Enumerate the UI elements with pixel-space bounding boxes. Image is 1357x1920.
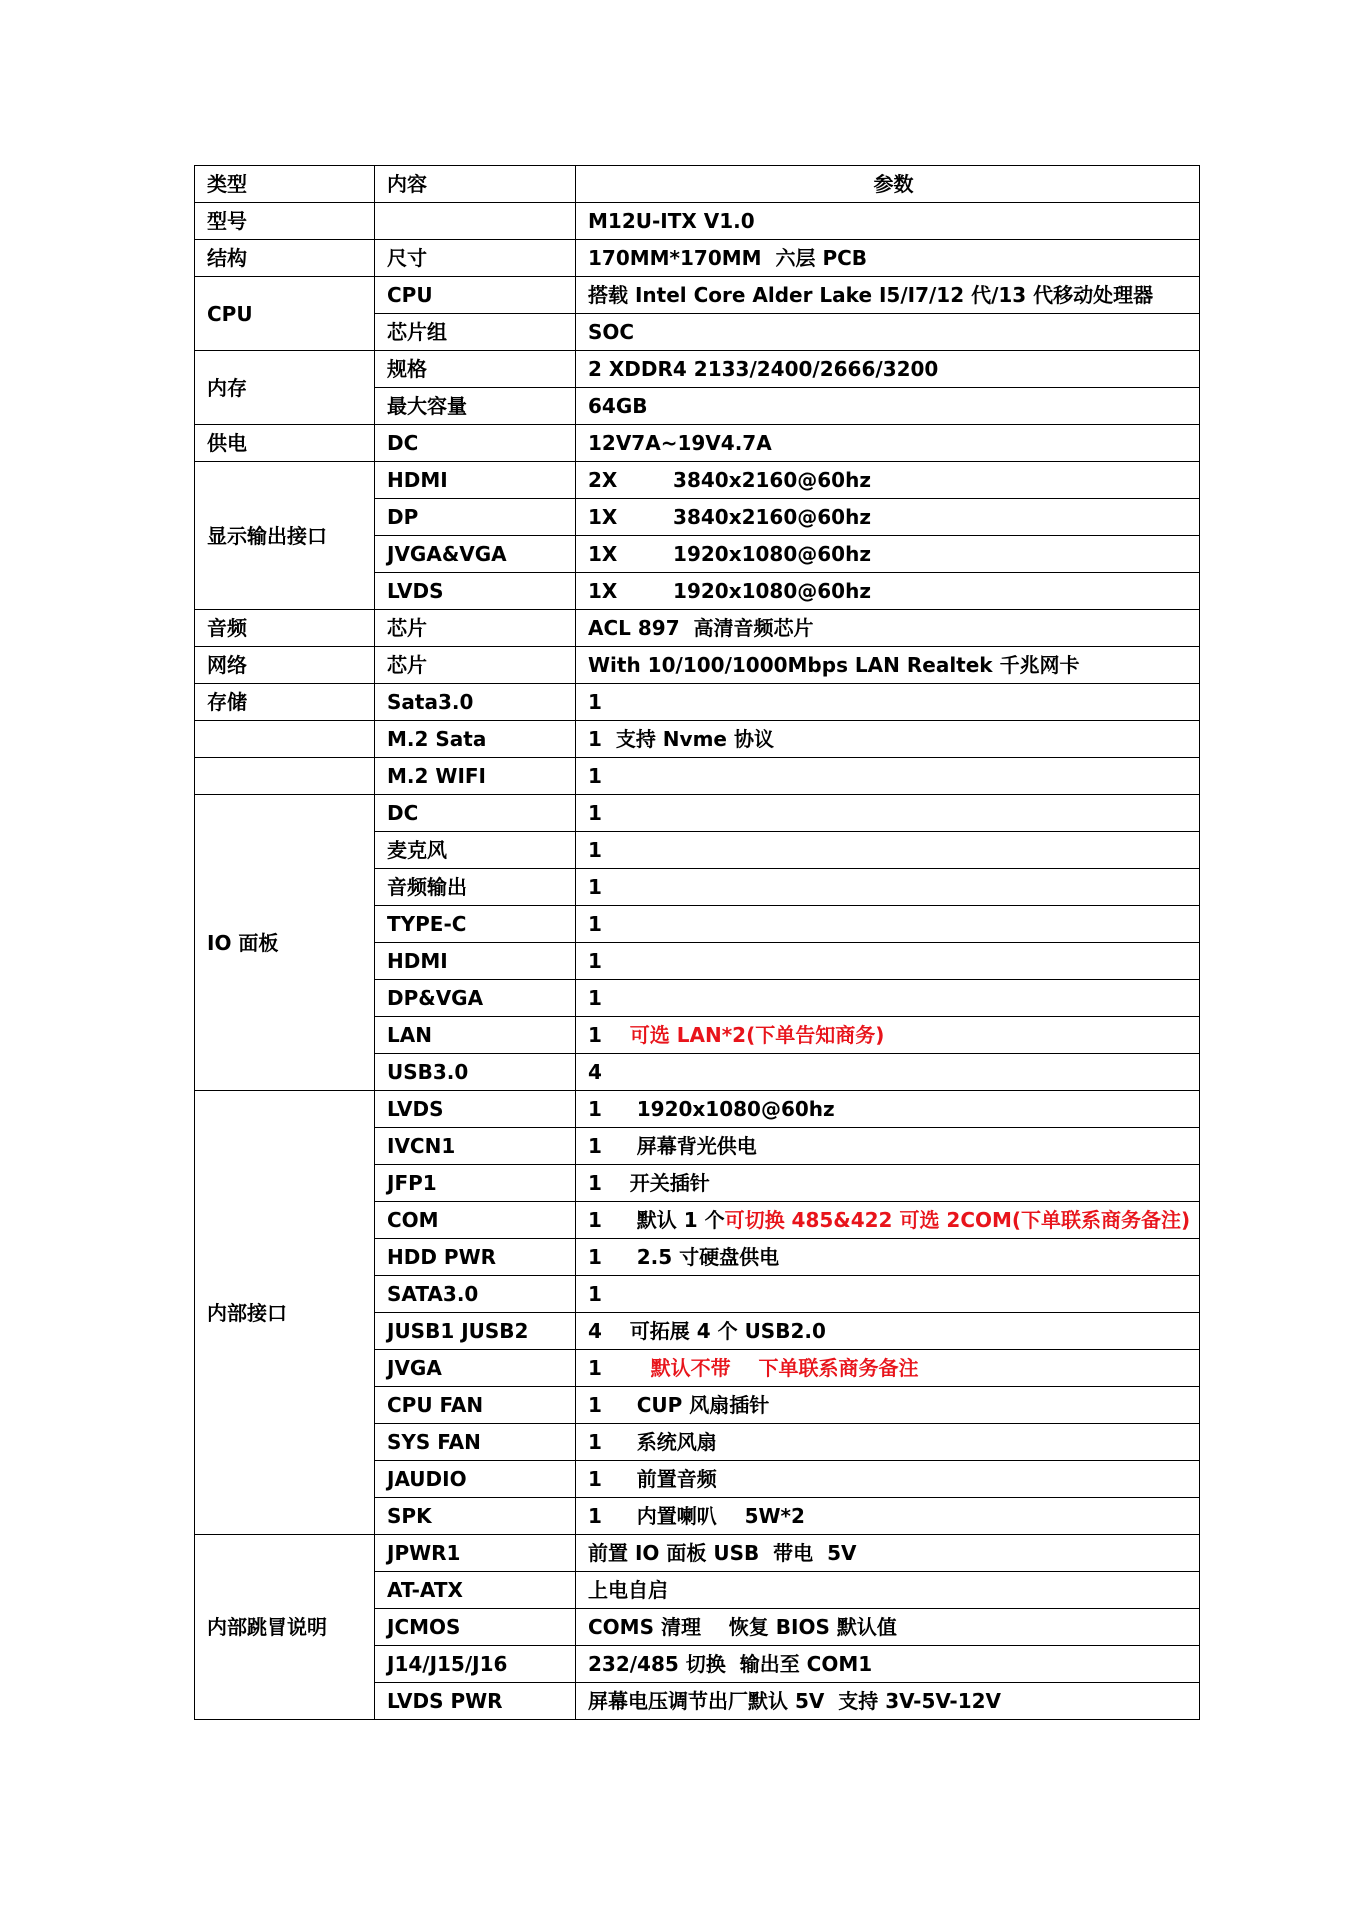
value-cell: 屏幕电压调节出厂默认 5V 支持 3V-5V-12V: [576, 1683, 1200, 1720]
item-cell: JUSB1 JUSB2: [375, 1313, 576, 1350]
table-row: [195, 277, 1200, 314]
header-params: 参数: [576, 166, 1200, 203]
group-cell: CPU: [195, 277, 375, 351]
value-cell: [576, 1202, 1200, 1239]
group-cell: 音频: [195, 610, 375, 647]
item-cell: 芯片组: [375, 314, 576, 351]
value-cell: [576, 1350, 1200, 1387]
item-cell: HDMI: [375, 943, 576, 980]
group-cell: 内存: [195, 351, 375, 425]
group-cell: 内部接口: [195, 1091, 375, 1535]
item-cell: HDMI: [375, 462, 576, 499]
value-cell: 1: [576, 869, 1200, 906]
item-cell: SYS FAN: [375, 1424, 576, 1461]
item-cell: AT-ATX: [375, 1572, 576, 1609]
group-cell: 内部跳冒说明: [195, 1535, 375, 1720]
item-cell: 芯片: [375, 647, 576, 684]
item-cell: DP: [375, 499, 576, 536]
value-cell: 1: [576, 832, 1200, 869]
value-cell: 1: [576, 906, 1200, 943]
value-cell: 1X 1920x1080@60hz: [576, 536, 1200, 573]
value-cell: 搭载 Intel Core Alder Lake I5/I7/12 代/13 代移动处理器: [576, 277, 1200, 314]
item-cell: HDD PWR: [375, 1239, 576, 1276]
table-row: [195, 351, 1200, 388]
group-cell: 供电: [195, 425, 375, 462]
item-cell: JVGA: [375, 1350, 576, 1387]
item-cell: LAN: [375, 1017, 576, 1054]
group-cell: 型号: [195, 203, 375, 240]
table-row: [195, 610, 1200, 647]
value-cell: 4 可拓展 4 个 USB2.0: [576, 1313, 1200, 1350]
item-cell: LVDS PWR: [375, 1683, 576, 1720]
item-cell: COM: [375, 1202, 576, 1239]
group-cell: [195, 758, 375, 795]
item-cell: DP&VGA: [375, 980, 576, 1017]
item-cell: LVDS: [375, 573, 576, 610]
group-cell: 存储: [195, 684, 375, 721]
value-cell: 1: [576, 943, 1200, 980]
value-cell: 1: [576, 758, 1200, 795]
value-cell: 1 CUP 风扇插针: [576, 1387, 1200, 1424]
table-row: [195, 462, 1200, 499]
value-cell: 1 2.5 寸硬盘供电: [576, 1239, 1200, 1276]
table-row: [195, 795, 1200, 832]
header-type: 类型: [195, 166, 375, 203]
item-cell: SPK: [375, 1498, 576, 1535]
group-cell: 网络: [195, 647, 375, 684]
header-content: 内容: [375, 166, 576, 203]
value-text: 1 默认 1 个: [588, 1208, 725, 1232]
value-cell: 上电自启: [576, 1572, 1200, 1609]
item-cell: JAUDIO: [375, 1461, 576, 1498]
value-cell: 1 内置喇叭 5W*2: [576, 1498, 1200, 1535]
item-cell: DC: [375, 425, 576, 462]
value-cell: 1: [576, 1276, 1200, 1313]
value-cell: 4: [576, 1054, 1200, 1091]
value-cell: With 10/100/1000Mbps LAN Realtek 千兆网卡: [576, 647, 1200, 684]
value-cell: 1 前置音频: [576, 1461, 1200, 1498]
value-cell: 1X 3840x2160@60hz: [576, 499, 1200, 536]
value-cell: M12U-ITX V1.0: [576, 203, 1200, 240]
item-cell: SATA3.0: [375, 1276, 576, 1313]
table-row: [195, 240, 1200, 277]
item-cell: LVDS: [375, 1091, 576, 1128]
item-cell: J14/J15/J16: [375, 1646, 576, 1683]
group-cell: 显示输出接口: [195, 462, 375, 610]
value-cell: 1: [576, 684, 1200, 721]
table-row: [195, 721, 1200, 758]
value-cell: 1 支持 Nvme 协议: [576, 721, 1200, 758]
item-cell: DC: [375, 795, 576, 832]
item-cell: JFP1: [375, 1165, 576, 1202]
item-cell: [375, 203, 576, 240]
value-cell: 1: [576, 795, 1200, 832]
item-cell: M.2 WIFI: [375, 758, 576, 795]
item-cell: IVCN1: [375, 1128, 576, 1165]
item-cell: 麦克风: [375, 832, 576, 869]
table-row: [195, 684, 1200, 721]
highlight-note: 可切换 485&422 可选 2COM(下单联系商务备注): [724, 1208, 1191, 1232]
value-cell: 12V7A~19V4.7A: [576, 425, 1200, 462]
value-cell: 232/485 切换 输出至 COM1: [576, 1646, 1200, 1683]
item-cell: JCMOS: [375, 1609, 576, 1646]
table-row: [195, 203, 1200, 240]
value-cell: [576, 1017, 1200, 1054]
group-cell: 结构: [195, 240, 375, 277]
value-cell: 1 屏幕背光供电: [576, 1128, 1200, 1165]
table-row: [195, 647, 1200, 684]
header-row: [195, 166, 1200, 203]
item-cell: 最大容量: [375, 388, 576, 425]
value-cell: ACL 897 高清音频芯片: [576, 610, 1200, 647]
item-cell: TYPE-C: [375, 906, 576, 943]
item-cell: 规格: [375, 351, 576, 388]
value-cell: 2X 3840x2160@60hz: [576, 462, 1200, 499]
item-cell: JVGA&VGA: [375, 536, 576, 573]
group-cell: IO 面板: [195, 795, 375, 1091]
value-cell: 64GB: [576, 388, 1200, 425]
value-cell: 2 XDDR4 2133/2400/2666/3200: [576, 351, 1200, 388]
value-text: 1: [588, 1356, 651, 1380]
highlight-note: 默认不带 下单联系商务备注: [650, 1356, 919, 1380]
value-cell: 1 1920x1080@60hz: [576, 1091, 1200, 1128]
value-cell: 1: [576, 980, 1200, 1017]
item-cell: 尺寸: [375, 240, 576, 277]
table-row: [195, 1535, 1200, 1572]
item-cell: M.2 Sata: [375, 721, 576, 758]
value-cell: 前置 IO 面板 USB 带电 5V: [576, 1535, 1200, 1572]
value-cell: COMS 清理 恢复 BIOS 默认值: [576, 1609, 1200, 1646]
value-cell: SOC: [576, 314, 1200, 351]
table-row: [195, 1091, 1200, 1128]
spec-table: [194, 165, 1200, 1720]
value-text: 1: [588, 1023, 630, 1047]
group-cell: [195, 721, 375, 758]
highlight-note: 可选 LAN*2(下单告知商务): [629, 1023, 885, 1047]
item-cell: CPU: [375, 277, 576, 314]
item-cell: 音频输出: [375, 869, 576, 906]
item-cell: Sata3.0: [375, 684, 576, 721]
table-row: [195, 758, 1200, 795]
value-cell: 1 系统风扇: [576, 1424, 1200, 1461]
value-cell: 170MM*170MM 六层 PCB: [576, 240, 1200, 277]
table-row: [195, 425, 1200, 462]
item-cell: JPWR1: [375, 1535, 576, 1572]
item-cell: 芯片: [375, 610, 576, 647]
value-cell: 1X 1920x1080@60hz: [576, 573, 1200, 610]
item-cell: USB3.0: [375, 1054, 576, 1091]
value-cell: 1 开关插针: [576, 1165, 1200, 1202]
item-cell: CPU FAN: [375, 1387, 576, 1424]
